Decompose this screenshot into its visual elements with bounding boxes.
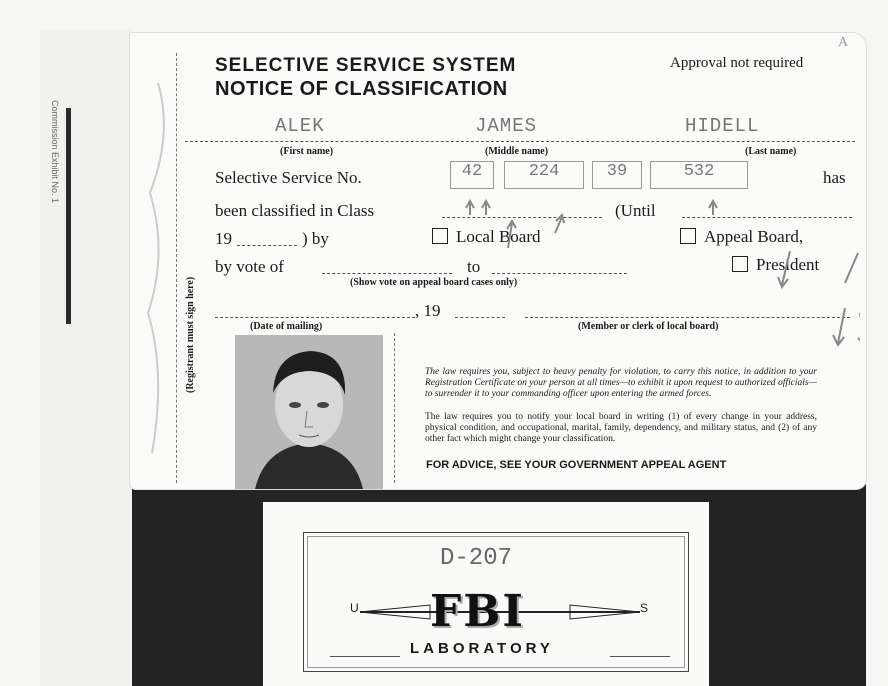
annotation-arrows bbox=[460, 193, 860, 363]
middle-name-value: JAMES bbox=[475, 115, 538, 137]
ss-number-part: 39 bbox=[592, 161, 642, 189]
local-board-label: Local Board bbox=[456, 227, 541, 246]
year-line bbox=[237, 245, 297, 246]
date-of-mailing-label: (Date of mailing) bbox=[250, 321, 323, 332]
ss-number-part: 224 bbox=[504, 161, 584, 189]
appeal-agent-advice: FOR ADVICE, SEE YOUR GOVERNMENT APPEAL AGENT bbox=[426, 459, 727, 471]
vote-label: by vote of bbox=[215, 257, 284, 276]
fbi-right-letter: S bbox=[640, 601, 649, 615]
has-text: has bbox=[823, 168, 846, 187]
year-prefix: 19 bbox=[215, 229, 232, 248]
by-text: ) by bbox=[302, 229, 329, 248]
card-subtitle: NOTICE OF CLASSIFICATION bbox=[215, 78, 508, 100]
last-name-value: HIDELL bbox=[685, 115, 760, 137]
last-name-label: (Last name) bbox=[745, 146, 797, 157]
ss-number-part: 532 bbox=[650, 161, 748, 189]
ss-number-part: 42 bbox=[450, 161, 494, 189]
fbi-left-letter: U bbox=[350, 601, 359, 615]
classification-card bbox=[130, 33, 866, 489]
approval-note: Approval not required bbox=[670, 55, 804, 71]
first-name-value: ALEK bbox=[275, 115, 325, 137]
card-title: SELECTIVE SERVICE SYSTEM bbox=[215, 55, 517, 76]
middle-name-label: (Middle name) bbox=[485, 146, 549, 157]
fbi-exhibit-number: D-207 bbox=[440, 545, 513, 572]
until-label: (Until bbox=[615, 201, 656, 220]
classified-label: been classified in Class bbox=[215, 201, 375, 220]
fbi-underline-right bbox=[610, 656, 670, 657]
date-line bbox=[215, 317, 415, 318]
name-underline bbox=[185, 141, 855, 142]
first-name-label: (First name) bbox=[280, 146, 334, 157]
vote-note: (Show vote on appeal board cases only) bbox=[350, 277, 518, 288]
president-label: President bbox=[756, 255, 820, 274]
fbi-laboratory-label: LABORATORY bbox=[410, 640, 554, 657]
date-year: , 19 bbox=[415, 301, 441, 320]
portrait-image bbox=[235, 335, 383, 489]
local-board-checkbox bbox=[432, 228, 448, 244]
exhibit-label: Commission Exhibit No. 1 bbox=[50, 100, 60, 204]
handwritten-signature bbox=[138, 73, 178, 473]
law-paragraph-2: The law requires you to notify your local board in writing (1) of every change in your address, physical condition, and occupational, marital, family, dependency, and military status, and (2) of any other fact which might change your classification. bbox=[425, 412, 817, 444]
law-paragraph-1: The law requires you, subject to heavy penalty for violation, to carry this notice, in addition to your Registration Certificate on your person at all times—to exhibit it upon request to authorized officials—to surrender it to your commanding officer upon entering the armed forces. bbox=[425, 367, 817, 399]
fbi-logo: FBI bbox=[430, 586, 526, 637]
corner-mark: A bbox=[838, 35, 849, 50]
law-divider bbox=[394, 333, 395, 483]
appeal-board-label: Appeal Board, bbox=[704, 227, 804, 246]
fbi-underline-left bbox=[330, 656, 400, 657]
vote-line-a bbox=[322, 273, 452, 274]
member-clerk-label: (Member or clerk of local board) bbox=[578, 321, 719, 332]
ss-number-label: Selective Service No. bbox=[215, 168, 362, 187]
exhibit-strip-bar bbox=[66, 108, 71, 324]
vote-to: to bbox=[467, 257, 481, 276]
registrant-sign-label: (Registrant must sign here) bbox=[185, 276, 196, 393]
registrant-photo bbox=[235, 335, 383, 489]
